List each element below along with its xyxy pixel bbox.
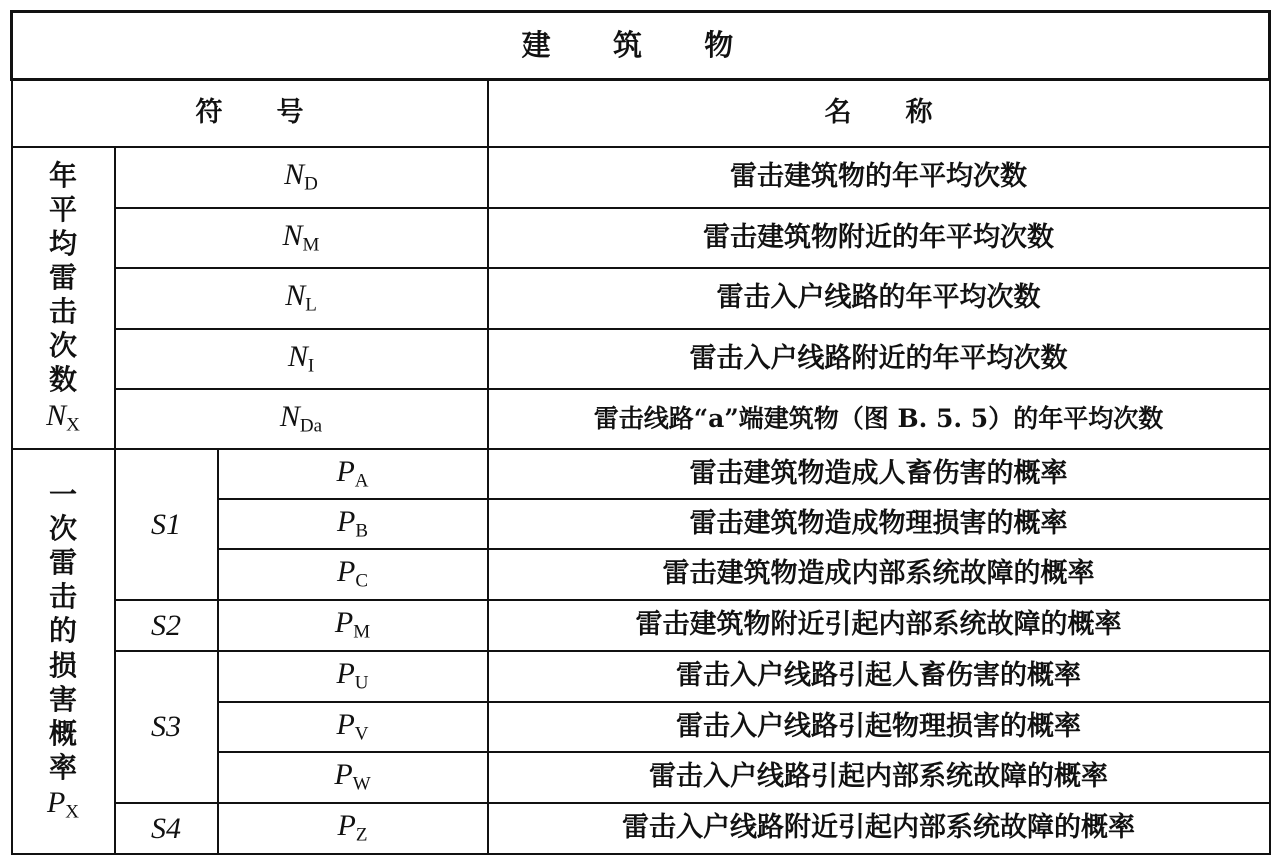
symbol-letter: N: [279, 399, 300, 433]
symbol-cell: [218, 549, 488, 600]
group-label-symbol: [13, 785, 114, 824]
symbol-letter: P: [336, 707, 355, 741]
symbol-letter: P: [46, 786, 66, 820]
group-label-char: 均: [48, 226, 77, 260]
group-label-char: 数: [48, 363, 77, 397]
name-cell: 雷击入户线路附近的年平均次数: [488, 329, 1270, 389]
header-name: 名 称: [488, 80, 1270, 147]
symbol-cell: [115, 329, 488, 389]
symbol-subscript: X: [65, 801, 80, 823]
group-label-px: [12, 449, 115, 854]
group-label-char: 害: [48, 682, 77, 716]
group-label-char: 雷: [48, 546, 77, 580]
name-cell: 雷击建筑物造成内部系统故障的概率: [488, 549, 1270, 600]
group-label-char: 的: [48, 614, 77, 648]
symbol-cell: [115, 208, 488, 268]
symbol-subscript: B: [355, 520, 368, 542]
symbol-subscript: L: [305, 294, 317, 316]
symbol-letter: P: [337, 809, 356, 843]
symbol-cell: [218, 449, 488, 499]
header-symbol: 符 号: [12, 80, 488, 147]
name-cell: 雷击建筑物的年平均次数: [488, 147, 1270, 208]
group-label-char: 雷: [48, 260, 77, 294]
symbol-subscript: M: [302, 234, 320, 256]
name-cell: 雷击入户线路引起内部系统故障的概率: [488, 752, 1270, 803]
symbol-subscript: M: [353, 621, 371, 643]
symbol-letter: P: [334, 606, 354, 640]
name-cell: 雷击建筑物附近引起内部系统故障的概率: [488, 600, 1270, 651]
name-cell: 雷击建筑物造成人畜伤害的概率: [488, 449, 1270, 499]
name-cell: 雷击建筑物附近的年平均次数: [488, 208, 1270, 268]
symbol-cell: [218, 803, 488, 854]
symbol-subscript: I: [307, 355, 315, 377]
subgroup-label: S4: [115, 803, 218, 854]
name-cell: 雷击建筑物造成物理损害的概率: [488, 499, 1270, 549]
name-cell: 雷击入户线路附近引起内部系统故障的概率: [488, 803, 1270, 854]
symbol-letter: N: [46, 398, 67, 432]
symbol-subscript: W: [352, 773, 371, 795]
symbol-letter: P: [336, 504, 356, 538]
symbol-subscript: Z: [355, 824, 368, 846]
group-label-symbol: [13, 398, 114, 437]
symbol-cell: [218, 752, 488, 803]
group-label-char: 击: [48, 295, 77, 329]
symbol-cell: [218, 651, 488, 702]
symbol-letter: P: [336, 454, 355, 488]
symbol-cell: [115, 268, 488, 329]
symbol-subscript: U: [354, 672, 369, 694]
building-symbols-table: [10, 10, 1271, 855]
name-cell: 雷击入户线路的年平均次数: [488, 268, 1270, 329]
symbol-letter: N: [282, 218, 303, 252]
symbol-letter: P: [334, 758, 353, 792]
group-label-char: 损: [48, 648, 77, 682]
symbol-letter: N: [284, 158, 305, 192]
group-label-char: 概: [48, 716, 77, 750]
subgroup-label: S2: [115, 600, 218, 651]
symbol-subscript: Da: [299, 415, 323, 437]
symbol-cell: [115, 147, 488, 208]
symbol-subscript: D: [304, 173, 318, 195]
symbol-letter: P: [336, 555, 356, 589]
group-label-char: 次: [48, 512, 77, 546]
group-label-char: 年: [48, 158, 77, 192]
subgroup-label: S1: [115, 449, 218, 600]
symbol-subscript: C: [355, 570, 368, 592]
subgroup-label: S3: [115, 651, 218, 803]
table-title: 建 筑 物: [12, 12, 1270, 80]
group-label-char: 次: [48, 329, 77, 363]
group-label-nx: [12, 147, 115, 449]
name-cell: 雷击线路“a”端建筑物（图 B. 5. 5）的年平均次数: [488, 389, 1270, 449]
symbol-subscript: X: [66, 414, 80, 436]
group-label-char: 一: [48, 477, 77, 511]
symbol-letter: P: [336, 657, 355, 691]
symbol-letter: N: [285, 279, 306, 313]
symbol-cell: [218, 702, 488, 752]
name-cell: 雷击入户线路引起物理损害的概率: [488, 702, 1270, 752]
symbol-subscript: A: [354, 470, 369, 492]
symbol-subscript: V: [354, 723, 369, 745]
symbol-letter: N: [287, 339, 308, 373]
group-label-char: 平: [48, 192, 77, 226]
group-label-char: 击: [48, 580, 77, 614]
symbol-cell: [218, 600, 488, 651]
symbol-cell: [218, 499, 488, 549]
group-label-char: 率: [48, 751, 77, 785]
name-cell: 雷击入户线路引起人畜伤害的概率: [488, 651, 1270, 702]
symbol-cell: [115, 389, 488, 449]
